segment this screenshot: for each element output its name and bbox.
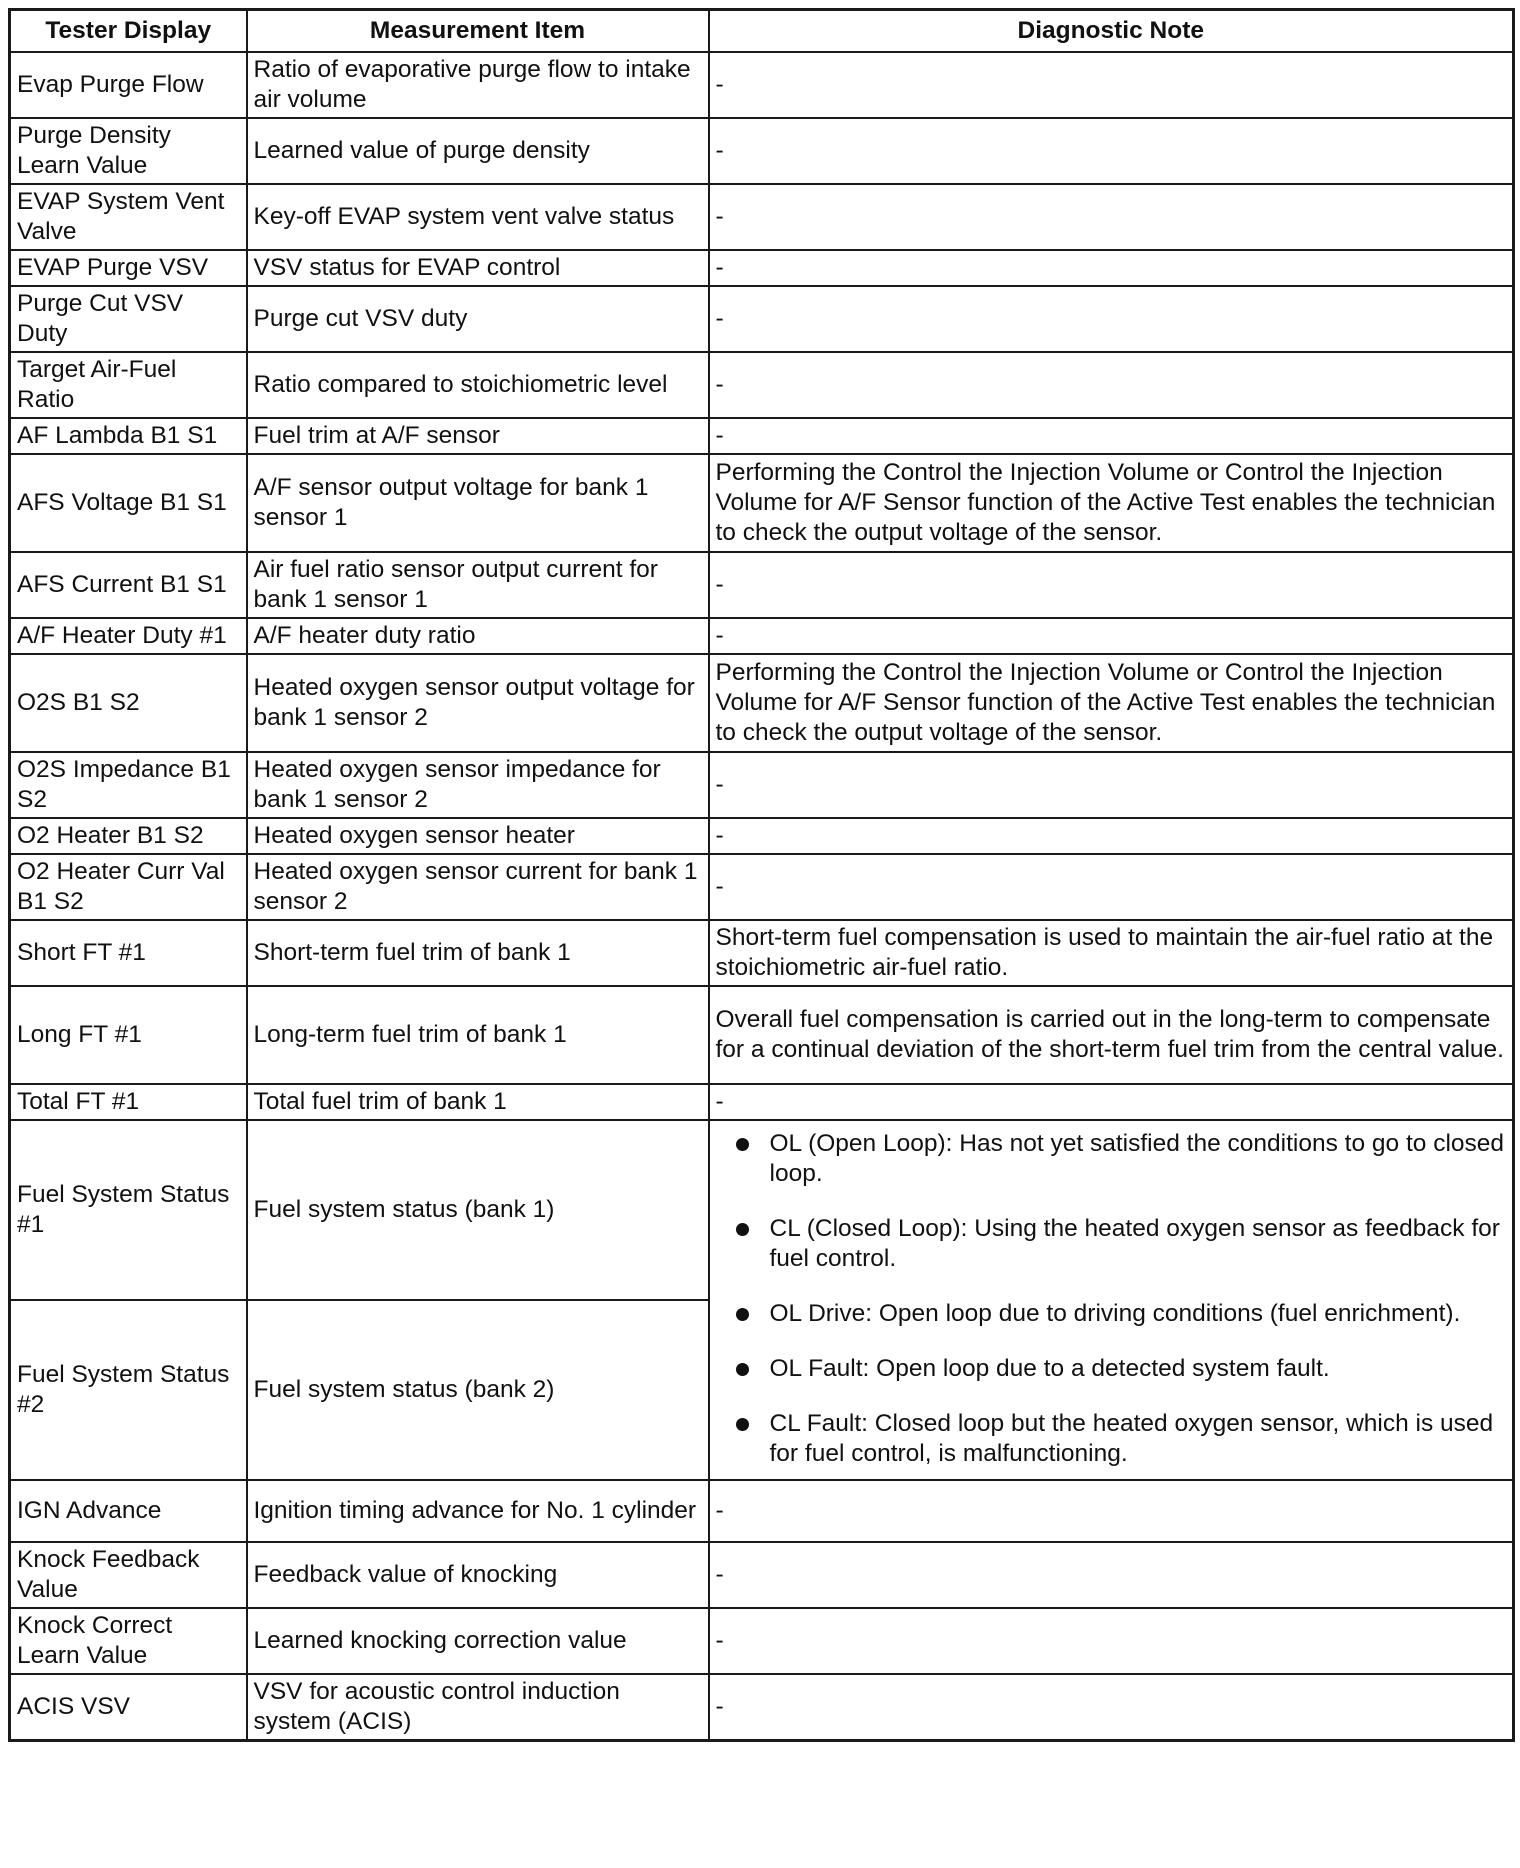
tester-display-cell: AFS Current B1 S1 [10,552,247,618]
diagnostic-note-cell: - [709,1084,1514,1120]
table-row [10,854,1514,920]
list-item: CL (Closed Loop): Using the heated oxygen sensor as feedback for fuel control. [730,1214,1507,1274]
table-row [10,1084,1514,1120]
measurement-item-cell: Heated oxygen sensor impedance for bank 1 sensor 2 [247,752,709,818]
header-tester-display: Tester Display [10,10,247,53]
measurement-item-cell: Ignition timing advance for No. 1 cylinder [247,1480,709,1542]
tester-display-cell: Short FT #1 [10,920,247,986]
diagnostic-note-cell: - [709,1674,1514,1741]
table-row [10,250,1514,286]
table-row [10,1608,1514,1674]
measurement-item-cell: Air fuel ratio sensor output current for bank 1 sensor 1 [247,552,709,618]
table-row [10,552,1514,618]
diagnostic-note-cell: - [709,352,1514,418]
table-row [10,118,1514,184]
measurement-item-cell: Key-off EVAP system vent valve status [247,184,709,250]
tester-display-cell: Evap Purge Flow [10,52,247,118]
table-row [10,618,1514,654]
measurement-item-cell: VSV status for EVAP control [247,250,709,286]
tester-display-cell: O2 Heater B1 S2 [10,818,247,854]
measurement-item-cell: Short-term fuel trim of bank 1 [247,920,709,986]
measurement-item-cell: Ratio compared to stoichiometric level [247,352,709,418]
measurement-item-cell: Heated oxygen sensor current for bank 1 sensor 2 [247,854,709,920]
tester-display-cell: O2 Heater Curr Val B1 S2 [10,854,247,920]
table-row [10,52,1514,118]
diagnostic-note-cell: Performing the Control the Injection Volume or Control the Injection Volume for A/F Sensor function of the Active Test enables the technician to check the output voltage of the sensor. [709,454,1514,552]
table-row [10,418,1514,454]
tester-display-cell: Target Air-Fuel Ratio [10,352,247,418]
list-item: OL Drive: Open loop due to driving conditions (fuel enrichment). [730,1299,1507,1329]
measurement-item-cell: Heated oxygen sensor output voltage for bank 1 sensor 2 [247,654,709,752]
bullet-icon [736,1363,749,1376]
table-row [10,1480,1514,1542]
diagnostic-note-cell: Performing the Control the Injection Volume or Control the Injection Volume for A/F Sensor function of the Active Test enables the technician to check the output voltage of the sensor. [709,654,1514,752]
diagnostic-note-cell: - [709,552,1514,618]
tester-display-cell: EVAP System Vent Valve [10,184,247,250]
table-row [10,1542,1514,1608]
bullet-icon [736,1418,749,1431]
diagnostic-note-cell: - [709,286,1514,352]
header-measurement-item: Measurement Item [247,10,709,53]
measurement-item-cell: Purge cut VSV duty [247,286,709,352]
tester-display-cell: Purge Cut VSV Duty [10,286,247,352]
measurement-item-cell: Feedback value of knocking [247,1542,709,1608]
table-row [10,352,1514,418]
tester-display-cell: AFS Voltage B1 S1 [10,454,247,552]
table-row [10,454,1514,552]
measurement-item-cell: Learned knocking correction value [247,1608,709,1674]
tester-display-cell: Purge Density Learn Value [10,118,247,184]
list-item: OL Fault: Open loop due to a detected system fault. [730,1354,1507,1384]
measurement-item-cell: Heated oxygen sensor heater [247,818,709,854]
list-item: CL Fault: Closed loop but the heated oxygen sensor, which is used for fuel control, is malfunctioning. [730,1409,1507,1469]
measurement-item-cell: Fuel system status (bank 2) [247,1300,709,1480]
table-row [10,184,1514,250]
bullet-icon [736,1138,749,1151]
tester-display-cell: Knock Correct Learn Value [10,1608,247,1674]
diagnostic-note-cell: - [709,250,1514,286]
data-list-table-container [8,8,1512,1742]
tester-display-cell: AF Lambda B1 S1 [10,418,247,454]
table-row [10,654,1514,752]
diagnostic-note-cell: - [709,854,1514,920]
tester-display-cell: Fuel System Status #2 [10,1300,247,1480]
list-item: OL (Open Loop): Has not yet satisfied the conditions to go to closed loop. [730,1129,1507,1189]
diagnostic-note-cell: - [709,1480,1514,1542]
measurement-item-cell: Total fuel trim of bank 1 [247,1084,709,1120]
header-row [10,10,1514,53]
measurement-item-cell: Learned value of purge density [247,118,709,184]
diagnostic-note-cell: - [709,418,1514,454]
tester-display-cell: Long FT #1 [10,986,247,1084]
tester-display-cell: Total FT #1 [10,1084,247,1120]
table-row [10,986,1514,1084]
table-row [10,1120,1514,1300]
tester-display-cell: A/F Heater Duty #1 [10,618,247,654]
table-row [10,920,1514,986]
data-list-table [8,8,1515,1742]
measurement-item-cell: Fuel system status (bank 1) [247,1120,709,1300]
tester-display-cell: EVAP Purge VSV [10,250,247,286]
tester-display-cell: O2S Impedance B1 S2 [10,752,247,818]
tester-display-cell: ACIS VSV [10,1674,247,1741]
tester-display-cell: IGN Advance [10,1480,247,1542]
bullet-icon [736,1223,749,1236]
header-diagnostic-note: Diagnostic Note [709,10,1514,53]
diagnostic-note-cell: - [709,618,1514,654]
table-row [10,818,1514,854]
table-row [10,1674,1514,1741]
diagnostic-note-cell: - [709,184,1514,250]
diagnostic-note-cell: - [709,1608,1514,1674]
diagnostic-note-cell: Short-term fuel compensation is used to maintain the air-fuel ratio at the stoichiometric air-fuel ratio. [709,920,1514,986]
measurement-item-cell: VSV for acoustic control induction system (ACIS) [247,1674,709,1741]
measurement-item-cell: Ratio of evaporative purge flow to intake air volume [247,52,709,118]
diagnostic-note-cell: - [709,118,1514,184]
tester-display-cell: O2S B1 S2 [10,654,247,752]
tester-display-cell: Fuel System Status #1 [10,1120,247,1300]
measurement-item-cell: A/F sensor output voltage for bank 1 sensor 1 [247,454,709,552]
bullet-icon [736,1308,749,1321]
measurement-item-cell: Fuel trim at A/F sensor [247,418,709,454]
fuel-status-note-cell [709,1120,1514,1480]
measurement-item-cell: A/F heater duty ratio [247,618,709,654]
tester-display-cell: Knock Feedback Value [10,1542,247,1608]
table-row [10,286,1514,352]
measurement-item-cell: Long-term fuel trim of bank 1 [247,986,709,1084]
table-row [10,752,1514,818]
diagnostic-note-cell: Overall fuel compensation is carried out in the long-term to compensate for a continual deviation of the short-term fuel trim from the central value. [709,986,1514,1084]
fuel-status-list [716,1123,1507,1477]
diagnostic-note-cell: - [709,1542,1514,1608]
diagnostic-note-cell: - [709,752,1514,818]
diagnostic-note-cell: - [709,52,1514,118]
diagnostic-note-cell: - [709,818,1514,854]
